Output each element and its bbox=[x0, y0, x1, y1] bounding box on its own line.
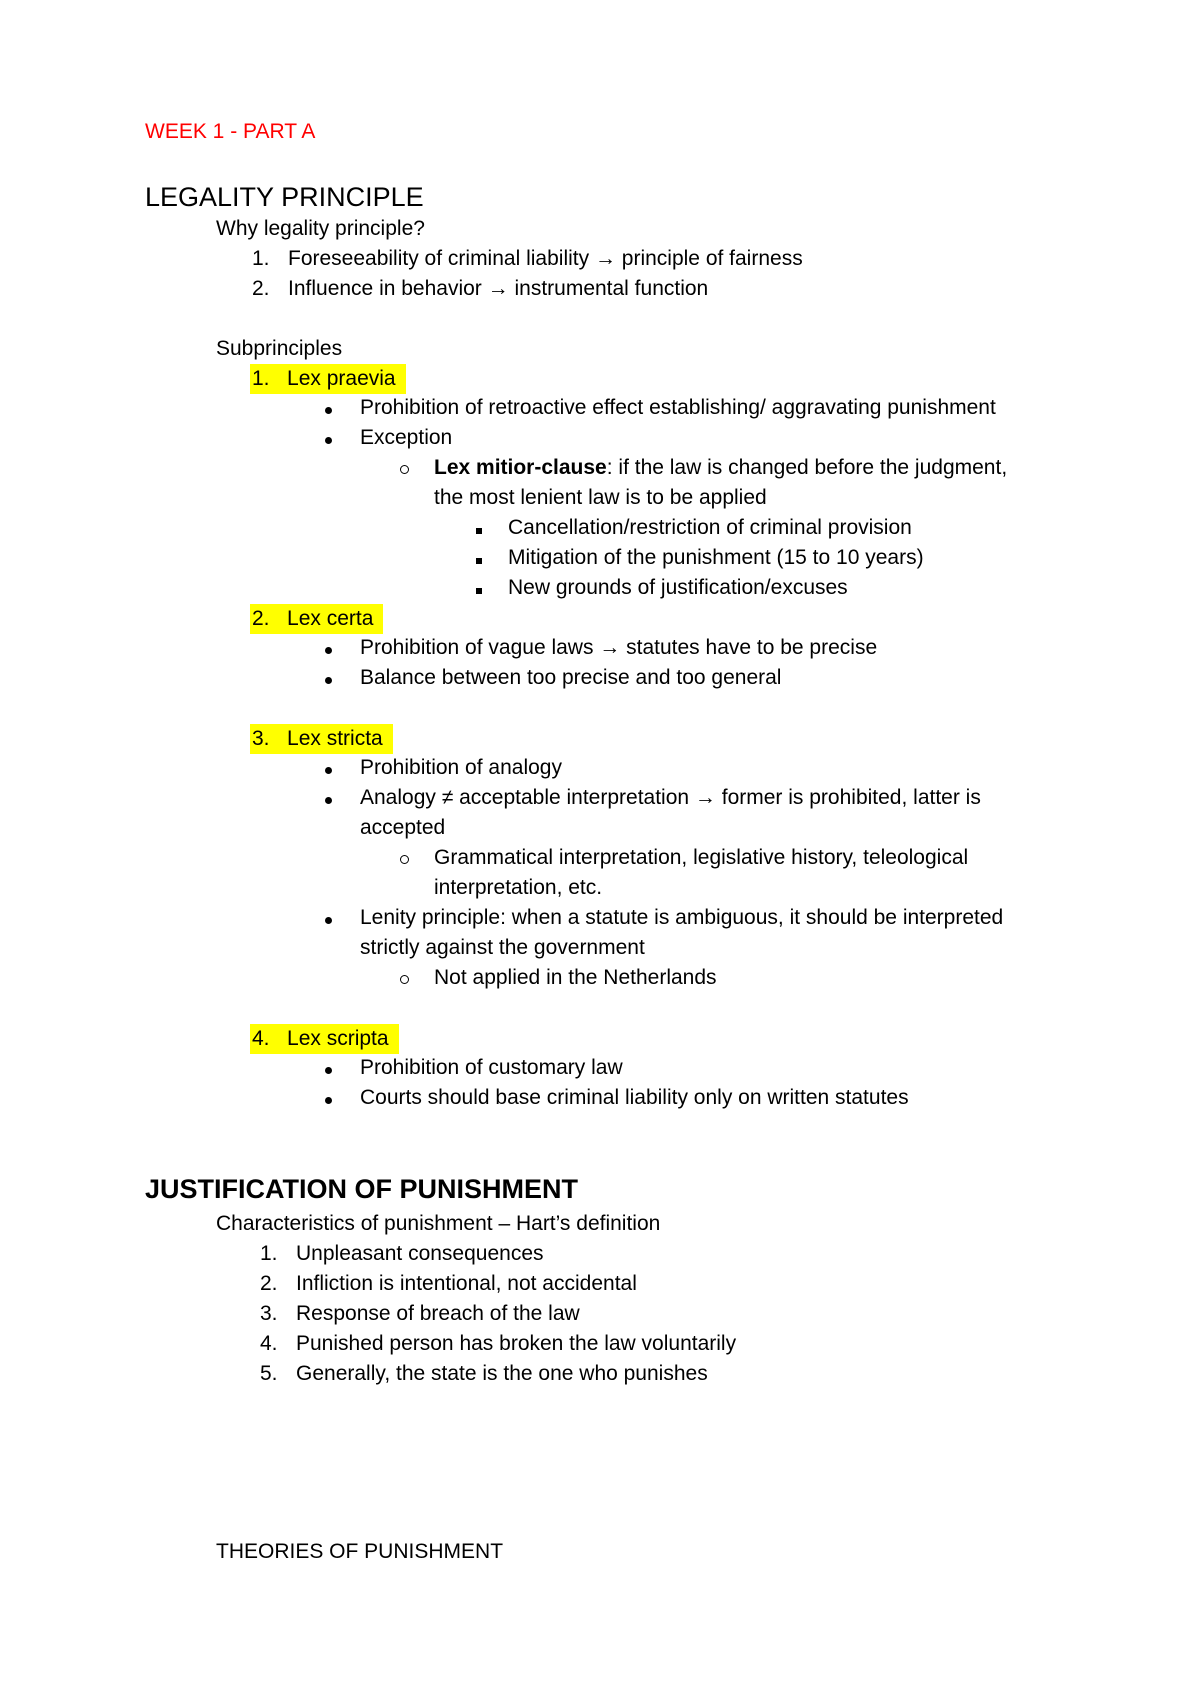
bullet-square-icon bbox=[476, 574, 482, 602]
scripta-bullet-1: Prohibition of customary law bbox=[360, 1056, 623, 1079]
hart-item-4: Punished person has broken the law voluntarily bbox=[296, 1332, 737, 1355]
why-item-2: Influence in behavior → instrumental function bbox=[288, 277, 709, 300]
stricta-bullet-2a: Analogy ≠ acceptable interpretation → former is prohibited, latter is bbox=[360, 786, 981, 809]
praevia-bullet-2: Exception bbox=[360, 426, 453, 449]
praevia-bullet-1: Prohibition of retroactive effect establishing/ aggravating punishment bbox=[360, 396, 996, 419]
subprinciples-label: Subprinciples bbox=[216, 337, 343, 360]
hart-item-5: Generally, the state is the one who punishes bbox=[296, 1362, 708, 1385]
list-number: 2. bbox=[260, 1272, 278, 1295]
list-number: 3. bbox=[260, 1302, 278, 1325]
bullet-dot-icon bbox=[325, 1054, 332, 1082]
bullet-dot-icon bbox=[325, 424, 332, 452]
bullet-dot-icon bbox=[325, 394, 332, 422]
bullet-square-icon bbox=[476, 514, 482, 542]
bullet-dot-icon bbox=[325, 1084, 332, 1112]
justification-heading: JUSTIFICATION OF PUNISHMENT bbox=[145, 1174, 579, 1204]
why-item-1: Foreseeability of criminal liability → principle of fairness bbox=[288, 247, 803, 270]
lex-mitior-line bbox=[434, 454, 1007, 482]
bullet-circle-icon bbox=[400, 844, 409, 872]
stricta-bullet-3b: strictly against the government bbox=[360, 936, 645, 959]
scripta-bullet-2: Courts should base criminal liability only on written statutes bbox=[360, 1086, 909, 1109]
list-number: 2. bbox=[252, 277, 270, 300]
lex-certa-label: Lex certa bbox=[287, 607, 374, 630]
bullet-dot-icon bbox=[325, 904, 332, 932]
bullet-dot-icon bbox=[325, 754, 332, 782]
bullet-dot-icon bbox=[325, 634, 332, 662]
theories-heading: THEORIES OF PUNISHMENT bbox=[216, 1540, 504, 1563]
list-number: 1. bbox=[260, 1242, 278, 1265]
stricta-sub-1a: Grammatical interpretation, legislative history, teleological bbox=[434, 846, 969, 869]
stricta-bullet-2b: accepted bbox=[360, 816, 446, 839]
bullet-circle-icon bbox=[400, 964, 409, 992]
why-legality-label: Why legality principle? bbox=[216, 217, 425, 240]
hart-item-1: Unpleasant consequences bbox=[296, 1242, 544, 1265]
mitior-sub-2: Mitigation of the punishment (15 to 10 years) bbox=[508, 546, 924, 569]
bullet-square-icon bbox=[476, 544, 482, 572]
lex-praevia-highlight: 1. Lex praevia bbox=[250, 364, 406, 394]
bullet-dot-icon bbox=[325, 664, 332, 692]
list-number: 1. bbox=[252, 247, 270, 270]
lex-stricta-label: Lex stricta bbox=[287, 727, 383, 750]
lex-praevia-label: Lex praevia bbox=[287, 367, 396, 390]
certa-bullet-2: Balance between too precise and too general bbox=[360, 666, 782, 689]
bullet-circle-icon bbox=[400, 454, 409, 482]
stricta-bullet-1: Prohibition of analogy bbox=[360, 756, 562, 779]
justification-subheading: Characteristics of punishment – Hart’s definition bbox=[216, 1212, 661, 1235]
stricta-sub-2: Not applied in the Netherlands bbox=[434, 966, 717, 989]
certa-bullet-1: Prohibition of vague laws → statutes have to be precise bbox=[360, 636, 878, 659]
hart-item-3: Response of breach of the law bbox=[296, 1302, 580, 1325]
lex-scripta-highlight: 4. Lex scripta bbox=[250, 1024, 399, 1054]
mitior-sub-1: Cancellation/restriction of criminal provision bbox=[508, 516, 912, 539]
legality-heading: LEGALITY PRINCIPLE bbox=[145, 182, 424, 212]
week-title: WEEK 1 - PART A bbox=[145, 120, 316, 143]
stricta-bullet-3a: Lenity principle: when a statute is ambiguous, it should be interpreted bbox=[360, 906, 1004, 929]
stricta-sub-1b: interpretation, etc. bbox=[434, 876, 603, 899]
lex-stricta-highlight: 3. Lex stricta bbox=[250, 724, 393, 754]
hart-item-2: Infliction is intentional, not accidental bbox=[296, 1272, 637, 1295]
list-number: 5. bbox=[260, 1362, 278, 1385]
lex-certa-highlight: 2. Lex certa bbox=[250, 604, 383, 634]
lex-mitior-text: : if the law is changed before the judgment, bbox=[606, 456, 1008, 479]
bullet-dot-icon bbox=[325, 784, 332, 812]
list-number: 4. bbox=[260, 1332, 278, 1355]
lex-mitior-text-2: the most lenient law is to be applied bbox=[434, 486, 767, 509]
mitior-sub-3: New grounds of justification/excuses bbox=[508, 576, 848, 599]
lex-scripta-label: Lex scripta bbox=[287, 1027, 389, 1050]
lex-mitior-term: Lex mitior-clause bbox=[434, 456, 607, 479]
